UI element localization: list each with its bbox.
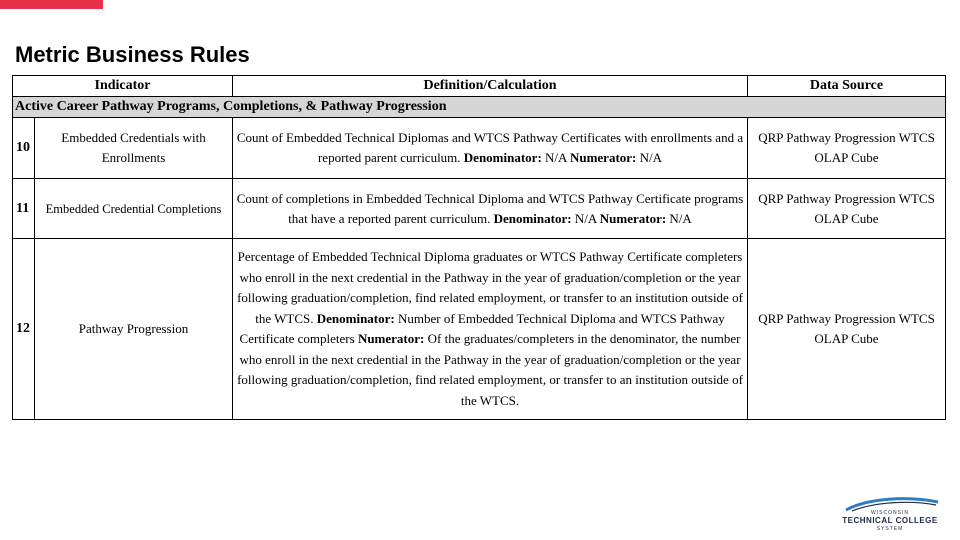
section-row <box>13 97 946 118</box>
logo-line2: TECHNICAL COLLEGE <box>842 516 938 525</box>
indicator-cell: Embedded Credentials with Enrollments <box>35 118 233 179</box>
row-number: 11 <box>13 179 35 239</box>
definition-cell <box>233 179 748 239</box>
denominator-value: N/A <box>574 210 597 226</box>
numerator-value: N/A <box>639 150 663 165</box>
numerator-value: N/A <box>669 210 692 226</box>
data-source-cell: QRP Pathway Progression WTCS OLAP Cube <box>748 118 946 179</box>
logo-line3: SYSTEM <box>876 526 904 532</box>
table-row <box>13 118 946 179</box>
denominator-label: Denominator: <box>316 310 395 326</box>
denominator-value: N/A <box>545 150 567 165</box>
numerator-label: Numerator: <box>569 150 637 165</box>
numerator-label: Numerator: <box>599 210 667 226</box>
header-data-source: Data Source <box>748 76 946 97</box>
header-indicator: Indicator <box>13 76 233 97</box>
accent-bar <box>0 0 103 9</box>
definition-cell <box>233 239 748 420</box>
definition-text: Count of Embedded Technical Diplomas and WTCS Pathway Certificates with enrollments and a reported parent curriculum. <box>236 130 744 165</box>
definition-text: Percentage of Embedded Technical Diploma graduates or WTCS Pathway Certificate completers who enroll in the next credential in the Pathway in the year of graduation/completion or the year following graduation/completion, find related employment, or transfer to an institution outside of the WTCS. <box>237 249 743 326</box>
numerator-label: Numerator: <box>357 331 425 346</box>
metric-rules-table <box>12 75 946 420</box>
logo-line1: WISCONSIN <box>871 510 909 516</box>
definition-text: Count of completions in Embedded Technical Diploma and WTCS Pathway Certificate programs that have a reported parent curriculum. <box>236 190 744 226</box>
section-title: Active Career Pathway Programs, Completions, & Pathway Progression <box>13 97 946 118</box>
denominator-label: Denominator: <box>493 210 572 226</box>
slide-title: Metric Business Rules <box>15 42 250 67</box>
wtcs-logo <box>838 496 942 540</box>
row-number: 12 <box>13 239 35 420</box>
header-definition: Definition/Calculation <box>233 76 748 97</box>
data-source-cell: QRP Pathway Progression WTCS OLAP Cube <box>748 179 946 239</box>
row-number: 10 <box>13 118 35 179</box>
denominator-label: Denominator: <box>463 150 542 165</box>
indicator-cell: Pathway Progression <box>35 239 233 420</box>
denominator-value: Number of Embedded Technical Diploma and WTCS Pathway Certificate completers <box>239 310 725 346</box>
table-row <box>13 239 946 420</box>
table-row <box>13 179 946 239</box>
definition-cell <box>233 118 748 179</box>
indicator-cell: Embedded Credential Completions <box>35 179 233 239</box>
table-header-row <box>13 76 946 97</box>
data-source-cell: QRP Pathway Progression WTCS OLAP Cube <box>748 239 946 420</box>
numerator-value: Of the graduates/completers in the denominator, the number who enroll in the next credential in the Pathway in the year of graduation/completion or the year following graduation/completion, find related employment, or transfer to an institution outside of the WTCS. <box>237 331 743 408</box>
